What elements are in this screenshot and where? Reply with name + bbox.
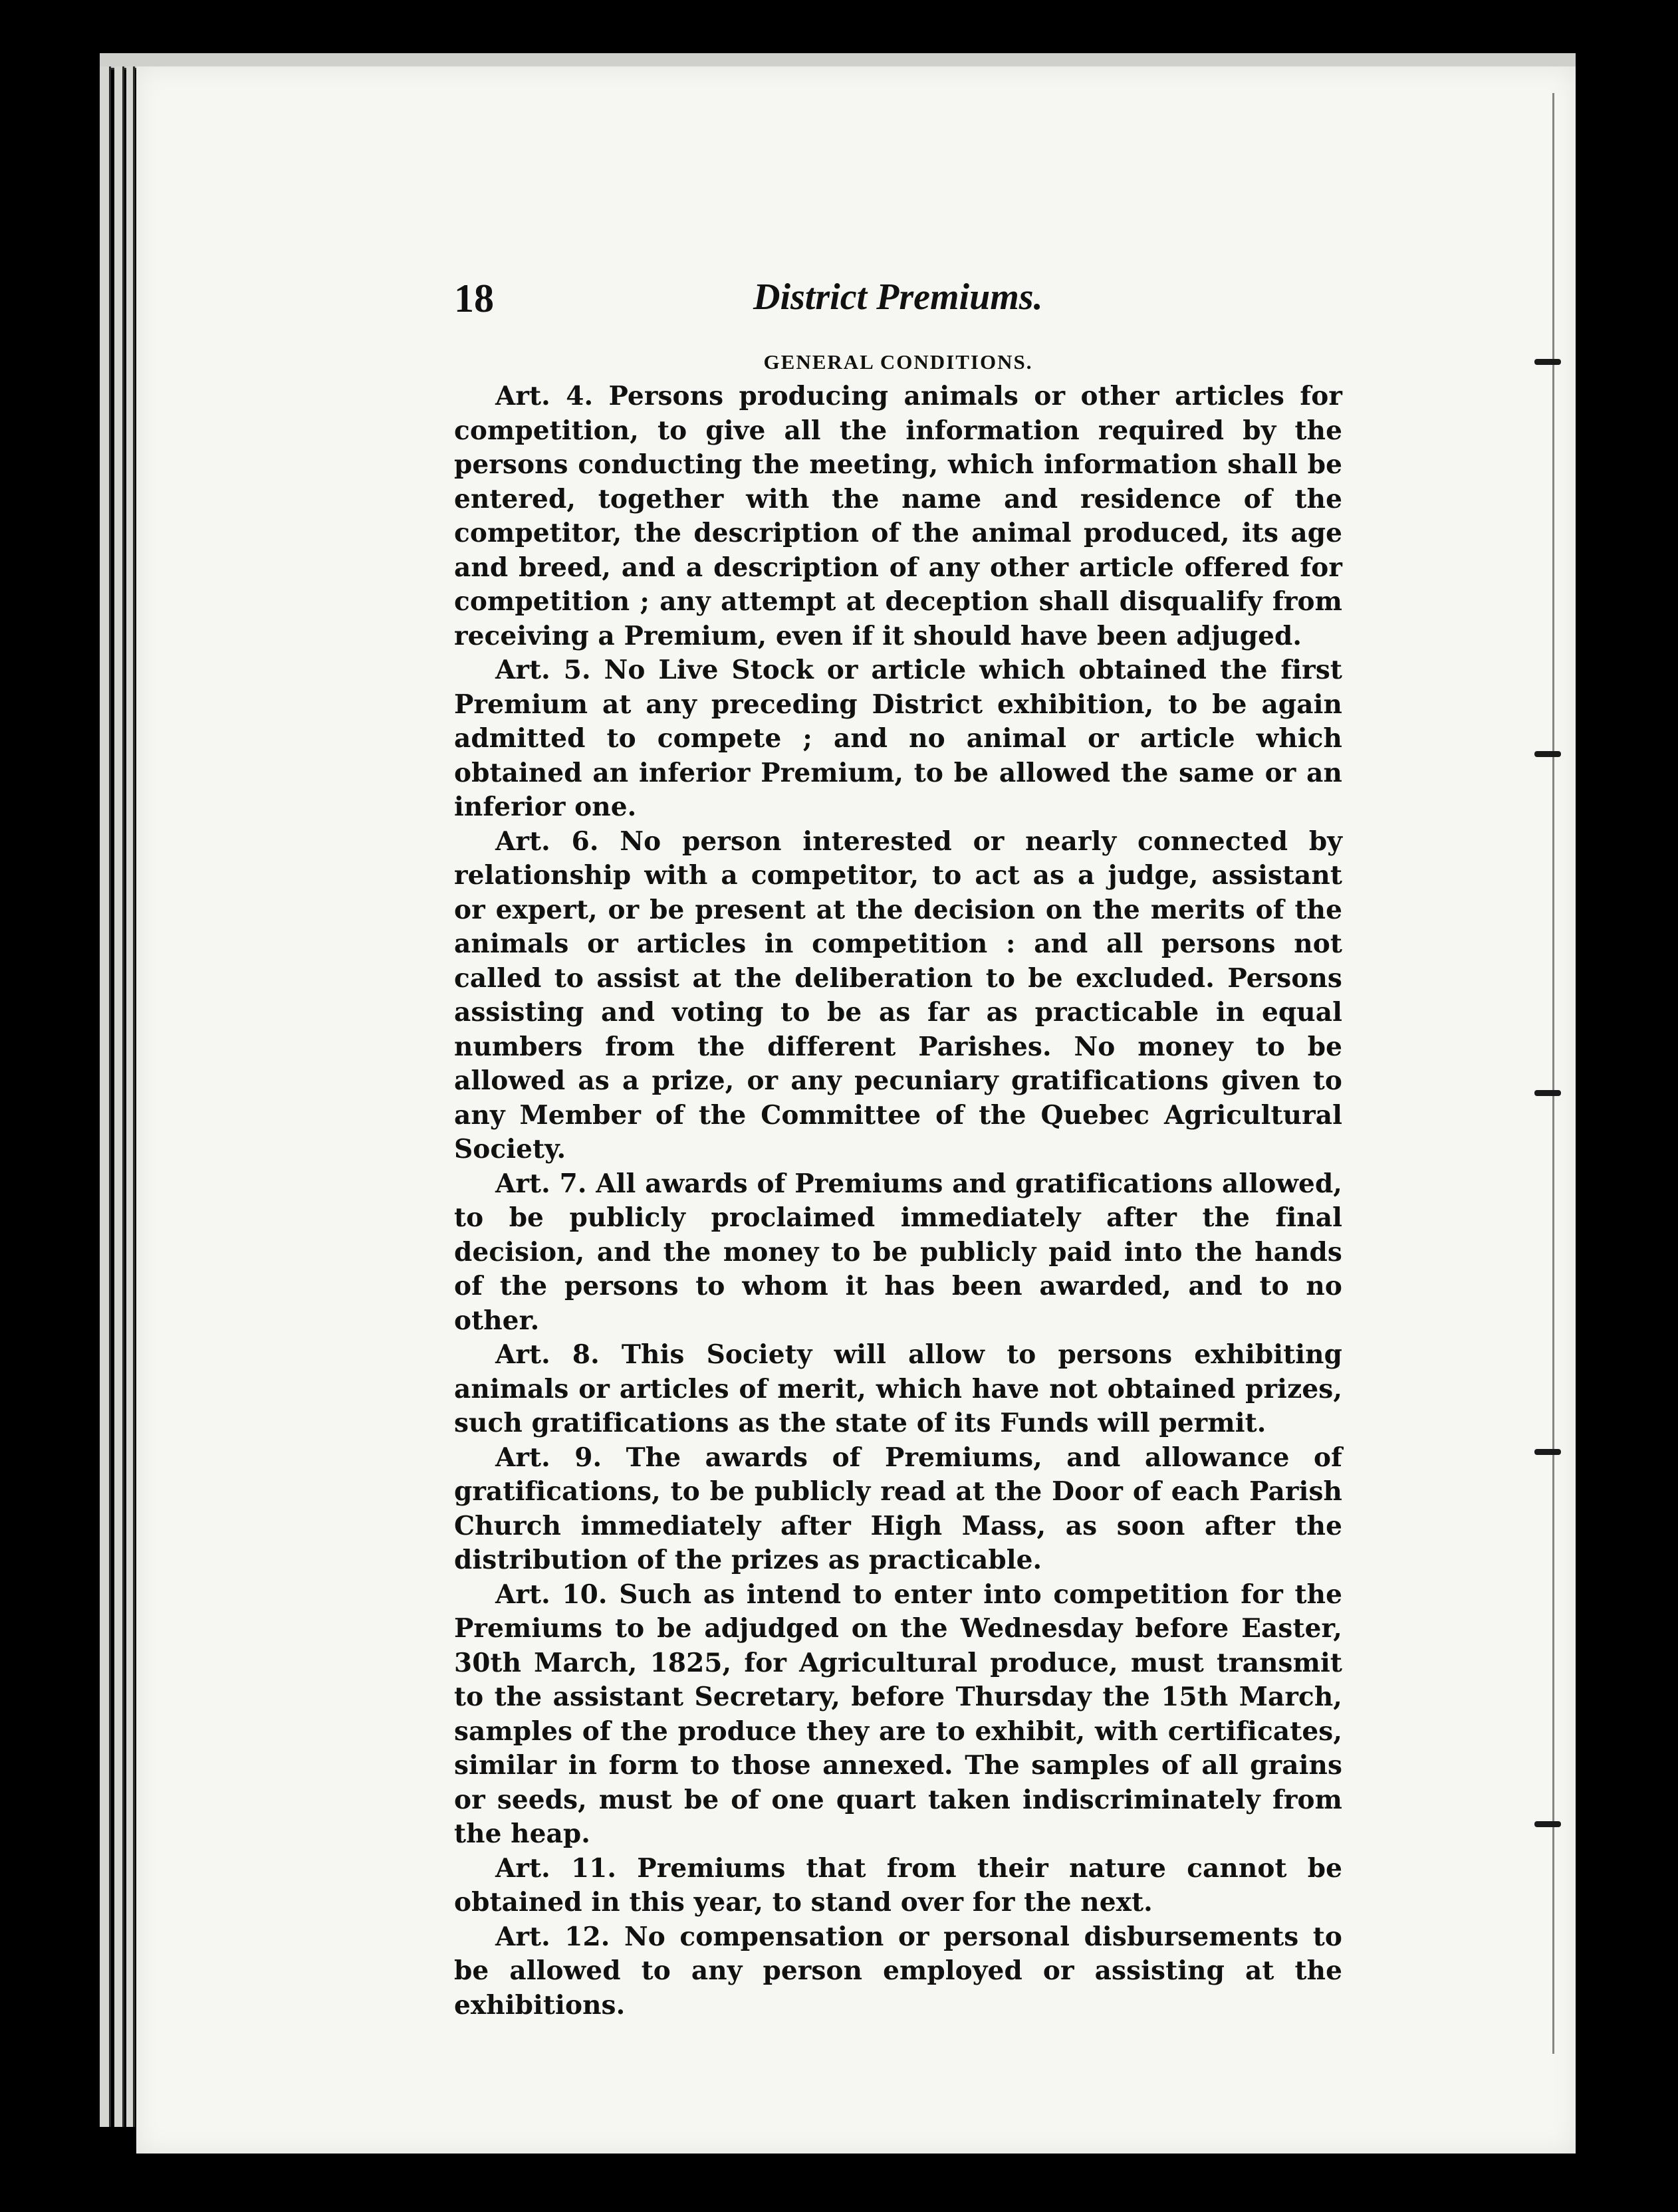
article-text: No person interested or nearly connected by relationship with a competitor, to act as a judge, assistant or expert, or be present at the decision on the merits of the animals or articles in competition : and all persons not called to assist at the deliberation to be excluded. Persons assisting and voting to be as far as practicable in equal numbers from the different Parishes. No money to be allowed as a prize, or any pecuniary gratifications given to any Member of the Committee of the Quebec Agricultural Society. [454,826,1343,1164]
article-paragraph [454,825,1342,1167]
article-label: Art. 7. [495,1168,587,1199]
article-paragraph [454,1338,1342,1441]
article-text: No compensation or personal disbursements to be allowed to any person employed or assisting at the exhibitions. [454,1921,1342,2021]
article-label: Art. 9. [495,1442,602,1473]
page-edge-strip [100,66,111,2127]
page-number: 18 [454,276,494,320]
article-text: All awards of Premiums and gratifications allowed, to be publicly proclaimed immediately after the final decision, and the money to be publicly paid into the hands of the persons to whom it has been awarded, and to no other. [454,1168,1342,1336]
page-text-block [454,276,1342,2023]
page-edge-strip [114,66,124,2127]
article-label: Art. 11. [495,1852,617,1884]
binding-stitch [1534,359,1561,365]
article-label: Art. 8. [495,1339,600,1370]
section-heading: GENERAL CONDITIONS. [763,350,1033,374]
binding-stitch [1534,1449,1561,1455]
running-title: District Premiums. [753,276,1043,318]
article-text: Premiums that from their nature cannot be obtained in this year, to stand over for the next. [454,1852,1342,1918]
article-label: Art. 4. [495,381,594,411]
article-paragraph [454,1852,1342,1920]
article-label: Art. 12. [495,1921,610,1952]
binding-stitch [1534,1090,1561,1096]
article-paragraph [454,1167,1342,1339]
article-text: The awards of Premiums, and allowance of gratifications, to be publicly read at the Door of each Parish Church immediately after High Mass, as soon after the distribution of the prizes as practicable. [454,1442,1342,1575]
article-label: Art. 10. [495,1579,608,1610]
article-text: This Society will allow to persons exhibiting animals or articles of merit, which have not obtained prizes, such gratifications as the state of its Funds will permit. [454,1339,1343,1438]
running-head [454,276,1342,328]
article-paragraph [454,380,1342,653]
binding-stitch-line [1552,93,1554,2054]
article-paragraph [454,653,1342,825]
article-label: Art. 5. [495,655,591,685]
article-text: No Live Stock or article which obtained the first Premium at any preceding District exhibition, to be again admitted to compete ; and no animal or article which obtained an inferior Premium, to be allowed the same or an inferior one. [454,655,1343,822]
binding-stitch [1534,1821,1561,1827]
page-edge-strip [126,66,135,2127]
article-paragraph [454,1441,1342,1578]
article-text: Persons producing animals or other articles for competition, to give all the information required by the persons conducting the meeting, which information shall be entered, together with the name and residence of the competitor, the description of the animal produced, its age and breed, and a description of any other article offered for competition ; any attempt at deception shall disqualify from receiving a Premium, even if it should have been adjuged. [454,381,1342,651]
binding-stitch [1534,751,1561,757]
article-paragraph [454,1920,1342,2023]
article-label: Art. 6. [495,826,599,857]
article-text: Such as intend to enter into competition for the Premiums to be adjudged on the Wednesday before Easter, 30th March, 1825, for Agricultural produce, must transmit to the assistant Secretary, before Thursday the 15th March, samples of the produce they are to exhibit, with certificates, similar in form to those annexed. The samples of all grains or seeds, must be of one quart taken indiscriminately from the heap. [454,1579,1342,1849]
article-paragraph [454,1578,1342,1852]
articles-list [454,380,1342,2023]
